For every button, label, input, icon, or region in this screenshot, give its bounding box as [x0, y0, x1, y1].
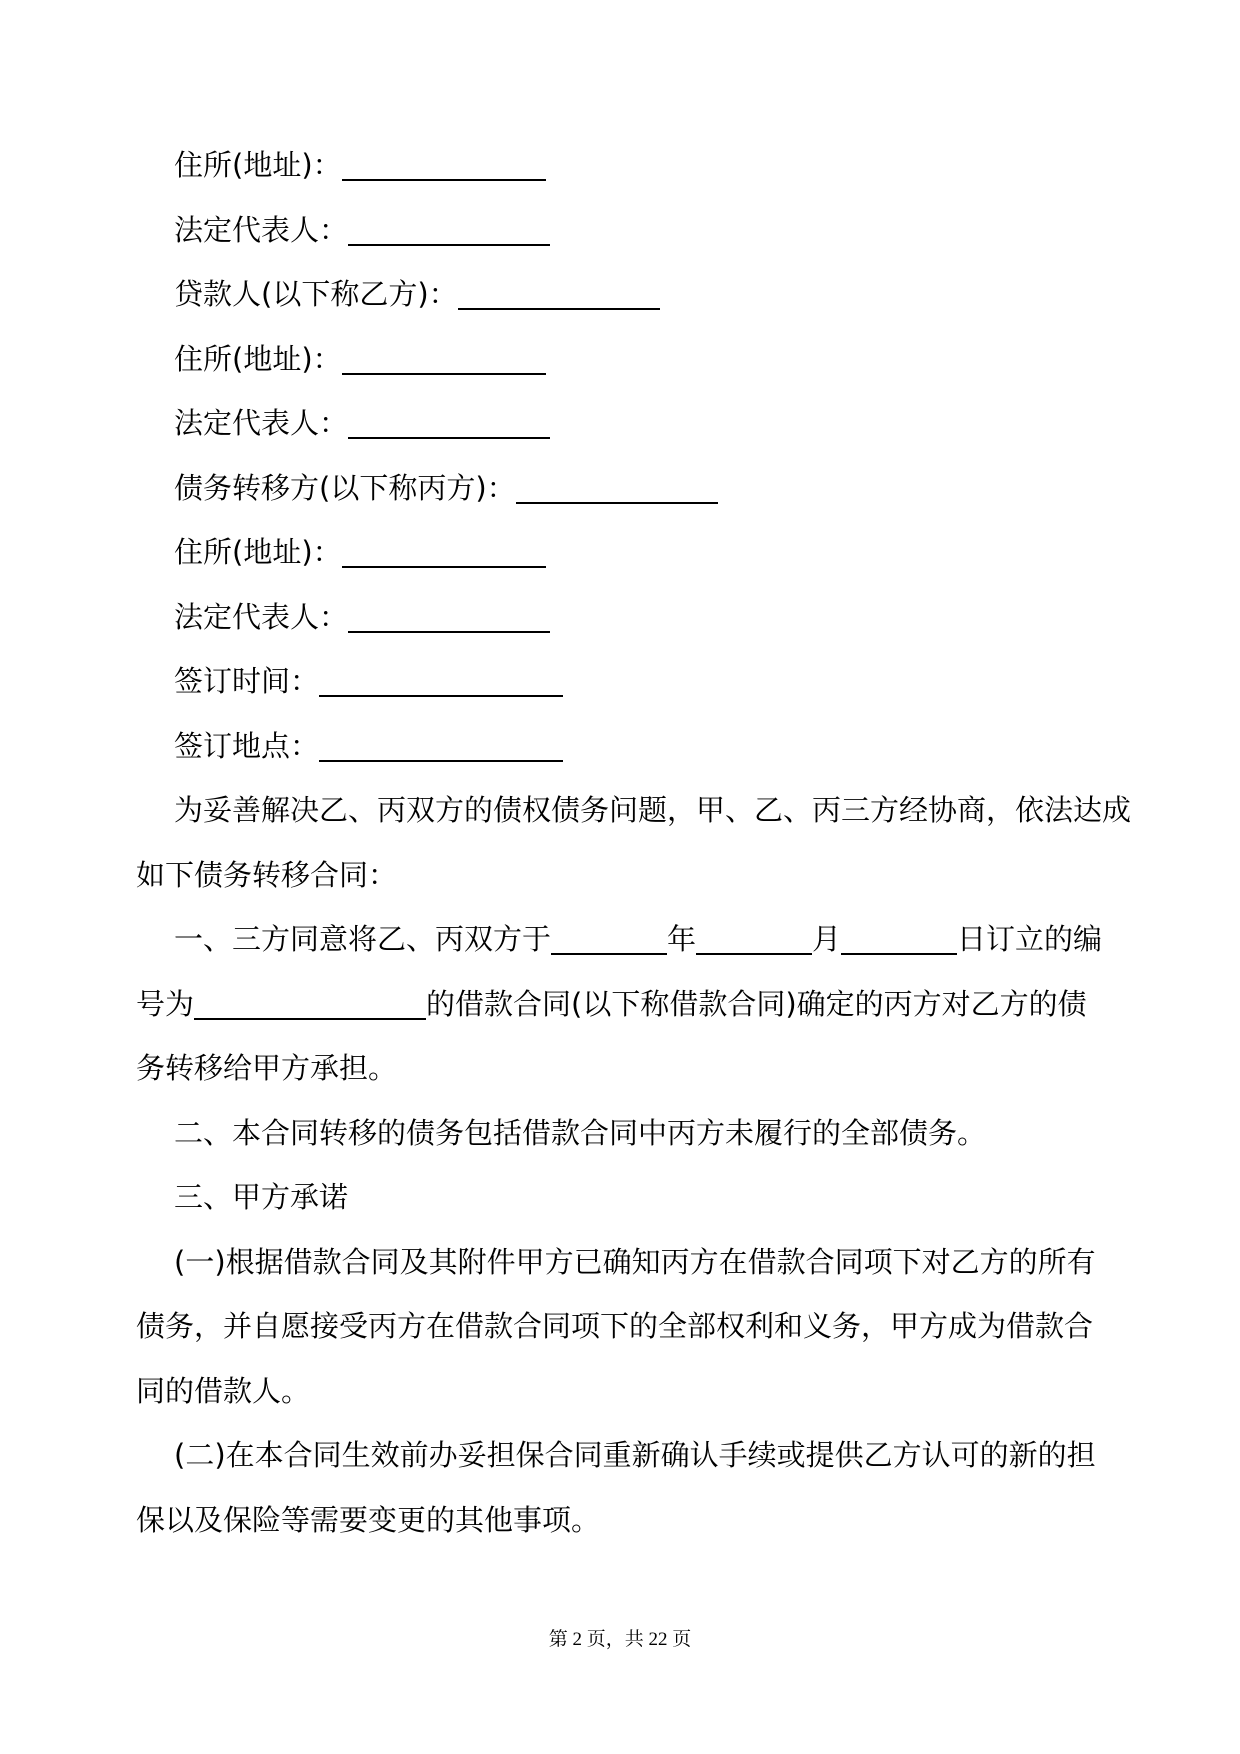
month-label: 月: [812, 922, 842, 956]
clause-3-item-1-line-1: (一)根据借款合同及其附件甲方已确知丙方在借款合同项下对乙方的所有: [174, 1245, 1096, 1279]
lender-row: [174, 274, 660, 314]
blank-line: [348, 214, 550, 246]
field-label: 住所(地址)：: [174, 535, 342, 569]
clause-3-item-1-line-3: 同的借款人。: [136, 1374, 311, 1408]
clause-text: 号为: [136, 987, 195, 1021]
blank-line: [348, 601, 550, 633]
clause-1-line-3: 务转移给甲方承担。: [136, 1051, 398, 1085]
clause-text: 日订立的编: [957, 922, 1103, 956]
field-label: 签订地点：: [174, 729, 320, 763]
clause-1-line-1: [174, 919, 1102, 959]
blank-line: [342, 343, 546, 375]
blank-line: [319, 730, 563, 762]
party-a-representative-row: [174, 210, 550, 250]
blank-line: [319, 665, 563, 697]
party-c-address-row: [174, 532, 546, 572]
month-blank: [696, 923, 812, 955]
party-c-representative-row: [174, 597, 550, 637]
party-b-address-row: [174, 339, 546, 379]
year-label: 年: [667, 922, 697, 956]
blank-line: [458, 278, 660, 310]
signing-place-row: [174, 726, 563, 766]
blank-line: [516, 472, 718, 504]
field-label: 法定代表人：: [174, 213, 349, 247]
clause-text: 的借款合同(以下称借款合同)确定的丙方对乙方的债: [426, 987, 1087, 1021]
signing-time-row: [174, 661, 563, 701]
preamble-line-1: 为妥善解决乙、丙双方的债权债务问题，甲、乙、丙三方经协商，依法达成: [174, 793, 1132, 827]
blank-line: [348, 407, 550, 439]
clause-1-line-2: [136, 984, 1087, 1024]
clause-3-title: 三、甲方承诺: [174, 1180, 349, 1214]
contract-number-blank: [194, 988, 426, 1020]
party-b-representative-row: [174, 403, 550, 443]
clause-3-item-1-line-2: 债务，并自愿接受丙方在借款合同项下的全部权利和义务，甲方成为借款合: [136, 1309, 1094, 1343]
clause-3-item-2-line-2: 保以及保险等需要变更的其他事项。: [136, 1503, 601, 1537]
clause-2: 二、本合同转移的债务包括借款合同中丙方未履行的全部债务。: [174, 1116, 987, 1150]
field-label: 住所(地址)：: [174, 148, 342, 182]
field-label: 签订时间：: [174, 664, 320, 698]
clause-text: 一、三方同意将乙、丙双方于: [174, 922, 552, 956]
field-label: 法定代表人：: [174, 406, 349, 440]
party-a-address-row: [174, 145, 546, 185]
field-label: 住所(地址)：: [174, 342, 342, 376]
blank-line: [342, 149, 546, 181]
field-label: 贷款人(以下称乙方)：: [174, 277, 458, 311]
clause-3-item-2-line-1: (二)在本合同生效前办妥担保合同重新确认手续或提供乙方认可的新的担: [174, 1438, 1096, 1472]
blank-line: [342, 536, 546, 568]
transferor-row: [174, 468, 718, 508]
field-label: 债务转移方(以下称丙方)：: [174, 471, 516, 505]
page-footer: 第 2 页，共 22 页: [548, 1629, 692, 1650]
day-blank: [841, 923, 957, 955]
field-label: 法定代表人：: [174, 600, 349, 634]
preamble-line-2: 如下债务转移合同：: [136, 858, 398, 892]
year-blank: [551, 923, 667, 955]
